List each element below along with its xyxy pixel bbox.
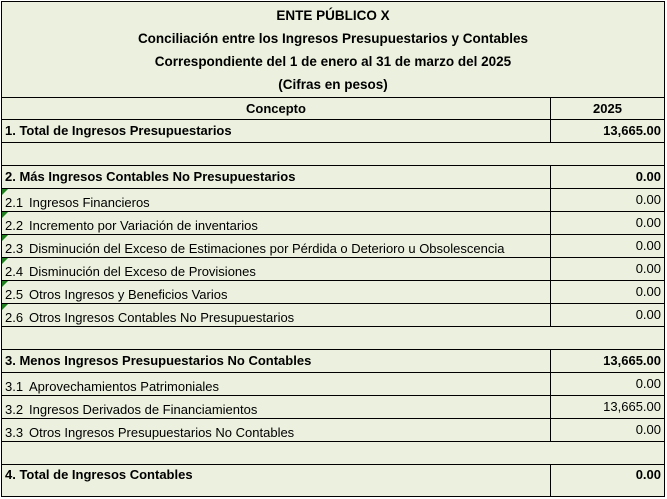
item-number: 3.1 — [5, 379, 24, 394]
table-row — [2, 281, 664, 304]
item-label: Ingresos Derivados de Financiamientos — [29, 402, 258, 417]
mas-ingresos-value: 0.00 — [635, 169, 661, 184]
total-contables-value: 0.00 — [635, 467, 661, 482]
comment-marker-icon — [2, 212, 8, 218]
column-header-row — [2, 97, 664, 120]
item-label: Disminución del Exceso de Estimaciones por Pérdida o Deterioro u Obsolescencia — [29, 241, 505, 256]
item-value: 0.00 — [635, 192, 661, 207]
item-value: 0.00 — [635, 307, 661, 322]
item-value: 13,665.00 — [603, 399, 661, 414]
table-row — [2, 373, 664, 396]
item-label: Disminución del Exceso de Provisiones — [29, 264, 256, 279]
item-number: 2.5 — [5, 287, 24, 302]
report-units: (Cifras en pesos) — [278, 77, 388, 92]
item-value: 0.00 — [635, 238, 661, 253]
item-number: 2.4 — [5, 264, 24, 279]
item-label: Ingresos Financieros — [29, 195, 150, 210]
item-label: Otros Ingresos Contables No Presupuestarios — [29, 310, 295, 325]
item-label: Otros Ingresos Presupuestarios No Contables — [29, 425, 295, 440]
table-row — [2, 419, 664, 442]
comment-marker-icon — [2, 235, 8, 241]
total-contables-label: 4. Total de Ingresos Contables — [2, 465, 551, 496]
item-value: 0.00 — [635, 376, 661, 391]
item-label: Otros Ingresos y Beneficios Varios — [29, 287, 228, 302]
item-value: 0.00 — [635, 284, 661, 299]
table-row — [2, 235, 664, 258]
total-presupuestarios-value: 13,665.00 — [603, 123, 661, 138]
entity-name: ENTE PÚBLICO X — [276, 8, 390, 23]
total-presupuestarios-label: 1. Total de Ingresos Presupuestarios — [2, 120, 551, 142]
spacer-row — [2, 143, 664, 166]
item-value: 0.00 — [635, 261, 661, 276]
total-contables-row — [2, 465, 664, 496]
menos-ingresos-label: 3. Menos Ingresos Presupuestarios No Contables — [2, 350, 551, 372]
item-number: 2.1 — [5, 195, 24, 210]
conciliation-sheet — [1, 1, 665, 497]
comment-marker-icon — [2, 281, 8, 287]
mas-ingresos-row — [2, 166, 664, 189]
item-number: 2.2 — [5, 218, 24, 233]
spacer-row — [2, 442, 664, 465]
menos-ingresos-value: 13,665.00 — [603, 353, 661, 368]
item-number: 3.2 — [5, 402, 24, 417]
spacer-row — [2, 327, 664, 350]
comment-marker-icon — [2, 189, 8, 195]
table-row — [2, 396, 664, 419]
table-row — [2, 304, 664, 327]
item-number: 2.3 — [5, 241, 24, 256]
table-row — [2, 258, 664, 281]
mas-ingresos-label: 2. Más Ingresos Contables No Presupuestarios — [2, 166, 551, 188]
comment-marker-icon — [2, 258, 8, 264]
menos-ingresos-row — [2, 350, 664, 373]
item-value: 0.00 — [635, 422, 661, 437]
report-period: Correspondiente del 1 de enero al 31 de marzo del 2025 — [154, 54, 512, 69]
table-row — [2, 189, 664, 212]
item-label: Incremento por Variación de inventarios — [29, 218, 258, 233]
item-number: 3.3 — [5, 425, 24, 440]
item-value: 0.00 — [635, 215, 661, 230]
concept-column-header: Concepto — [2, 98, 551, 119]
report-title: Conciliación entre los Ingresos Presupuestarios y Contables — [137, 31, 529, 46]
report-header — [2, 2, 664, 98]
total-presupuestarios-row — [2, 120, 664, 143]
item-number: 2.6 — [5, 310, 24, 325]
item-label: Aprovechamientos Patrimoniales — [29, 379, 220, 394]
comment-marker-icon — [2, 304, 8, 310]
year-column-header: 2025 — [593, 101, 622, 116]
table-row — [2, 212, 664, 235]
